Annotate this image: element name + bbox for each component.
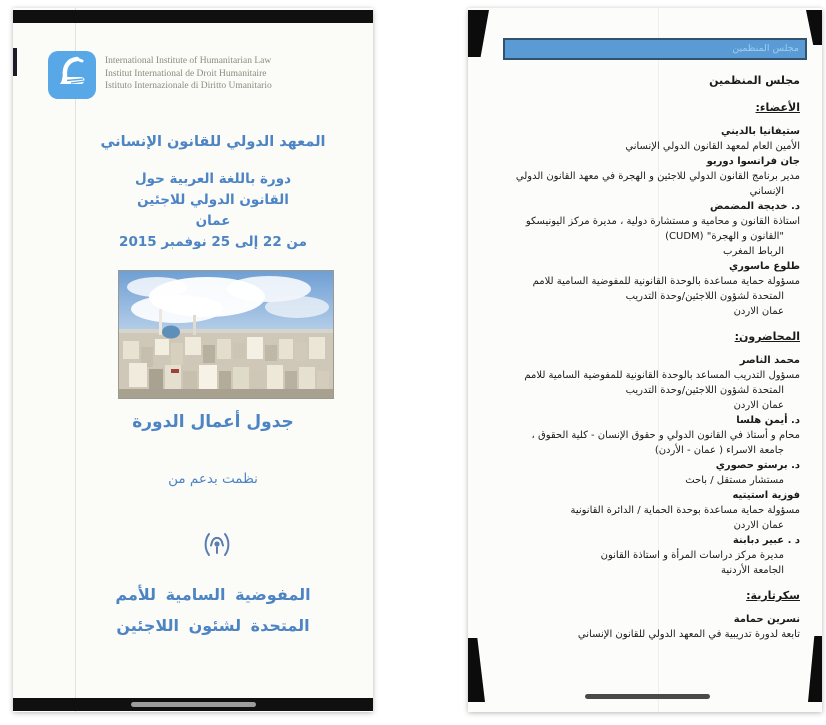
unhcr-name-line: المفوضية السامية للأمم: [115, 585, 311, 604]
roster-section-header: الأعضاء:: [755, 101, 800, 114]
roster-person-detail: مدير برنامج القانون الدولي للاجئين و الهجرة في معهد القانون الدولي: [515, 171, 800, 182]
roster-section-header: سكرتارية:: [746, 589, 800, 602]
roster-section-header: المحاضرون:: [734, 330, 800, 343]
roster-person-detail: المتحدة لشؤون اللاجئين/وحدة التدريب: [625, 385, 784, 396]
roster-person-detail: عمان الاردن: [733, 306, 784, 317]
roster-person-detail: محام و أستاذ في القانون الدولي و حقوق الإنسان - كلية الحقوق ،: [531, 430, 800, 441]
cover-page: [13, 8, 373, 712]
letterhead-line-it: Istituto Internazionale di Diritto Umanitario: [105, 81, 272, 91]
roster-person-name: د. أيمن هلسا: [736, 415, 800, 426]
roster-page: [468, 8, 822, 712]
status-bar-black: [13, 10, 373, 23]
roster-person-name: د . عبير دبابنة: [732, 535, 800, 546]
letterhead-line-en: International Institute of Humanitarian Law: [105, 56, 272, 66]
header-bar-text: مجلس المنظمين: [732, 43, 799, 54]
home-indicator: [131, 702, 256, 707]
unhcr-name-line: المتحدة لشئون اللاجئين: [116, 616, 310, 635]
course-title-line: القانون الدولي للاجئين: [137, 192, 289, 208]
roster-person-detail: استاذة القانون و محامية و مستشارة دولية ، مديرة مركز اليونيسكو: [525, 216, 800, 227]
course-title-line: دورة باللغة العربية حول: [134, 171, 292, 187]
roster-list: [484, 100, 800, 642]
photo-corner-black: [808, 636, 822, 702]
course-title-block: [63, 169, 363, 253]
roster-person-detail: جامعة الاسراء ( عمان - الأردن): [654, 445, 784, 456]
home-indicator: [585, 694, 710, 699]
document-header-bar: [503, 38, 807, 60]
unhcr-name-arabic: [63, 579, 363, 641]
roster-person-detail: مسؤولة حماية مساعدة بوحدة الحماية / الدائرة القانونية: [570, 505, 800, 516]
roster-person-detail: الأمين العام لمعهد القانون الدولي الإنساني: [625, 141, 800, 152]
roster-person-name: محمد الناصر: [739, 355, 800, 366]
roster-person-name: د. خديجة المضمض: [710, 201, 800, 212]
home-bar-black: [13, 698, 373, 711]
roster-person-detail: عمان الاردن: [733, 520, 784, 531]
photo-corner-black: [806, 10, 822, 45]
roster-person-detail: مسؤولة حماية مساعدة بالوحدة القانونية للمفوضية السامية للامم: [532, 276, 800, 287]
iihl-dove-logo-icon: [47, 50, 97, 100]
roster-person-detail: الرباط المغرب: [723, 246, 784, 257]
agenda-title: جدول أعمال الدورة: [132, 412, 294, 432]
roster-person-name: نسرين حمامة: [733, 614, 800, 625]
letterhead: [105, 55, 272, 93]
photo-corner-black: [468, 638, 485, 702]
roster-person-detail: الإنساني: [749, 186, 784, 197]
course-title-line: عمان: [195, 213, 231, 229]
unhcr-refugee-emblem-icon: [201, 532, 233, 558]
roster-page-title: مجلس المنظمين: [709, 74, 800, 87]
roster-person-detail: الجامعة الأردنية: [721, 565, 784, 576]
course-title-line: من 22 إلى 25 نوفمبر 2015: [119, 234, 307, 250]
roster-person-detail: مديرة مركز دراسات المرأة و استاذة القانون: [600, 550, 784, 561]
organized-by-text: نظمت بدعم من: [168, 471, 258, 487]
roster-person-detail: "القانون و الهجرة" (CUDM): [665, 231, 784, 242]
photo-corner-black: [468, 10, 489, 57]
roster-person-name: ستيفانيا بالديني: [720, 126, 800, 137]
roster-person-detail: مستشار مستقل / باحث: [685, 475, 784, 486]
roster-person-name: جان فرانسوا دوريو: [706, 156, 800, 167]
roster-person-detail: مسؤول التدريب المساعد بالوحدة القانونية للمفوضية السامية للامم: [524, 370, 800, 381]
roster-person-detail: تابعة لدورة تدريبية في المعهد الدولي للقانون الإنساني: [577, 629, 800, 640]
roster-person-name: طلوع ماسوري: [728, 261, 800, 272]
institute-title: المعهد الدولي للقانون الإنساني: [100, 134, 326, 150]
roster-person-detail: عمان الاردن: [733, 400, 784, 411]
roster-person-name: فوزية استيتيه: [732, 490, 800, 501]
letterhead-line-fr: Institut International de Droit Humanitaire: [105, 68, 267, 79]
roster-person-name: د. برستو حصوري: [715, 460, 800, 471]
edge-artifact: [13, 48, 17, 76]
roster-person-detail: المتحدة لشؤون اللاجئين/وحدة التدريب: [625, 291, 784, 302]
amman-cityscape-photo: [118, 270, 334, 399]
